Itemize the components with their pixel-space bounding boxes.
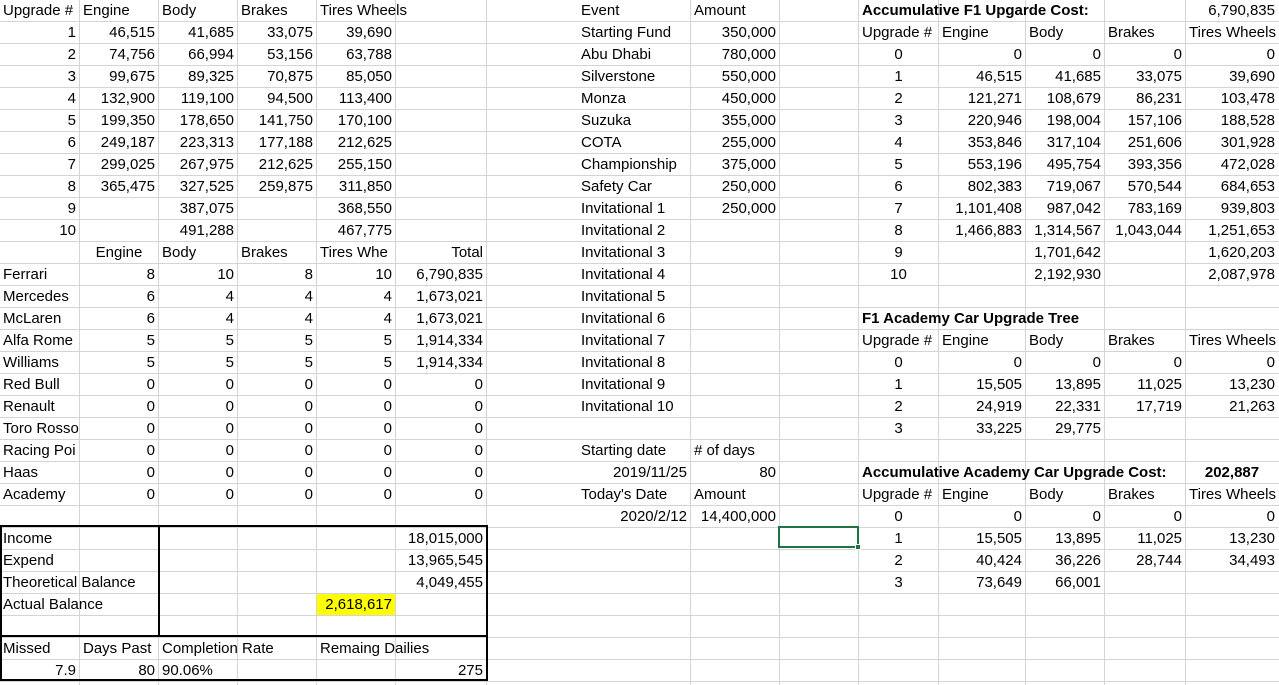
cell-r7-c16[interactable]: 472,028 (1220, 156, 1275, 173)
cell-r0-c3[interactable]: Brakes (241, 2, 288, 19)
cell-r5-c12[interactable]: 3 (894, 112, 903, 129)
cell-r0-c2[interactable]: Body (162, 2, 197, 19)
cell-r4-c9[interactable]: Monza (581, 90, 627, 107)
cell-r22-c1[interactable]: 0 (146, 486, 155, 503)
cell-r4-c15[interactable]: 86,231 (1136, 90, 1182, 107)
cell-r12-c1[interactable]: 8 (146, 266, 155, 283)
cell-r18-c15[interactable]: 17,719 (1136, 398, 1182, 415)
cell-r17-c13[interactable]: 15,505 (976, 376, 1022, 393)
cell-r22-c12[interactable]: Upgrade # (862, 486, 933, 503)
cell-r17-c15[interactable]: 11,025 (1137, 376, 1182, 393)
cell-r22-c10[interactable]: Amount (694, 486, 746, 503)
cell-r10-c4[interactable]: 467,775 (337, 222, 392, 239)
cell-r2-c14[interactable]: 0 (1092, 46, 1101, 63)
cell-r11-c9[interactable]: Invitational 3 (581, 244, 666, 261)
box-top-border (0, 525, 488, 527)
cell-r29-c4[interactable]: Remaing Dailies (320, 640, 430, 657)
cell-r16-c12[interactable]: 0 (894, 354, 903, 371)
cell-r23-c16[interactable]: 0 (1266, 508, 1275, 525)
cell-r1-c9[interactable]: Starting Fund (581, 24, 672, 41)
cell-r2-c9[interactable]: Abu Dhabi (581, 46, 652, 63)
cell-r15-c16[interactable]: Tires Wheels (1189, 332, 1276, 349)
cell-r2-c10[interactable]: 780,000 (721, 46, 776, 63)
cell-r1-c3[interactable]: 33,075 (267, 24, 313, 41)
cell-r13-c1[interactable]: 6 (146, 288, 155, 305)
cell-r5-c16[interactable]: 188,528 (1220, 112, 1275, 129)
cell-r2-c13[interactable]: 0 (1013, 46, 1022, 63)
cell-r9-c15[interactable]: 783,169 (1127, 200, 1182, 217)
cell-r19-c12[interactable]: 3 (894, 420, 903, 437)
cell-r1-c1[interactable]: 46,515 (109, 24, 155, 41)
cell-r16-c4[interactable]: 5 (383, 354, 392, 371)
cell-r0-c16[interactable]: 6,790,835 (1208, 2, 1275, 19)
cell-r15-c2[interactable]: 5 (225, 332, 234, 349)
cell-r19-c1[interactable]: 0 (146, 420, 155, 437)
gridline-horizontal (0, 681, 1279, 682)
cell-r2-c0[interactable]: 2 (67, 46, 76, 63)
gridline-horizontal (0, 593, 1279, 594)
cell-r18-c12[interactable]: 2 (894, 398, 903, 415)
cell-r3-c13[interactable]: 46,515 (976, 68, 1022, 85)
cell-r9-c14[interactable]: 987,042 (1046, 200, 1101, 217)
cell-r7-c0[interactable]: 7 (67, 156, 76, 173)
cell-r7-c15[interactable]: 393,356 (1127, 156, 1182, 173)
cell-r22-c15[interactable]: Brakes (1108, 486, 1155, 503)
cell-r10-c16[interactable]: 1,251,653 (1208, 222, 1275, 239)
cell-r18-c4[interactable]: 0 (383, 398, 392, 415)
cell-r15-c0[interactable]: Alfa Rome (3, 332, 74, 349)
cell-r22-c2[interactable]: 0 (225, 486, 234, 503)
cell-r10-c13[interactable]: 1,466,883 (955, 222, 1022, 239)
cell-r4-c0[interactable]: 4 (67, 90, 76, 107)
cell-r14-c4[interactable]: 4 (383, 310, 392, 327)
cell-r14-c1[interactable]: 6 (146, 310, 155, 327)
cell-r13-c3[interactable]: 4 (304, 288, 313, 305)
cell-r5-c14[interactable]: 198,004 (1046, 112, 1101, 129)
cell-r15-c13[interactable]: Engine (942, 332, 989, 349)
cell-r2-c2[interactable]: 66,994 (188, 46, 234, 63)
cell-r16-c2[interactable]: 5 (225, 354, 234, 371)
cell-r7-c1[interactable]: 299,025 (100, 156, 155, 173)
cell-r20-c0[interactable]: Racing Poi (3, 442, 76, 459)
cell-r25-c16[interactable]: 34,493 (1229, 552, 1275, 569)
cell-r8-c15[interactable]: 570,544 (1127, 178, 1182, 195)
cell-r6-c12[interactable]: 4 (894, 134, 903, 151)
cell-r16-c0[interactable]: Williams (3, 354, 59, 371)
cell-r8-c4[interactable]: 311,850 (338, 178, 392, 195)
cell-r2-c1[interactable]: 74,756 (109, 46, 155, 63)
cell-r20-c9[interactable]: Starting date (581, 442, 667, 459)
cell-r8-c10[interactable]: 250,000 (721, 178, 776, 195)
cell-r7-c2[interactable]: 267,975 (179, 156, 234, 173)
cell-r22-c16[interactable]: Tires Wheels (1189, 486, 1276, 503)
cell-r9-c0[interactable]: 9 (67, 200, 76, 217)
cell-r15-c3[interactable]: 5 (304, 332, 313, 349)
cell-r22-c14[interactable]: Body (1029, 486, 1064, 503)
cell-r7-c10[interactable]: 375,000 (721, 156, 776, 173)
cell-r18-c9[interactable]: Invitational 10 (581, 398, 674, 415)
cell-r18-c14[interactable]: 22,331 (1055, 398, 1101, 415)
fill-handle[interactable] (855, 544, 861, 550)
cell-r11-c16[interactable]: 1,620,203 (1208, 244, 1275, 261)
cell-r3-c1[interactable]: 99,675 (109, 68, 155, 85)
cell-r0-c9[interactable]: Event (581, 2, 620, 19)
cell-r16-c14[interactable]: 0 (1092, 354, 1101, 371)
cell-r10-c15[interactable]: 1,043,044 (1115, 222, 1182, 239)
cell-r11-c1[interactable]: Engine (95, 244, 143, 261)
cell-r21-c9[interactable]: 2019/11/25 (613, 464, 687, 481)
cell-r14-c5[interactable]: 1,673,021 (416, 310, 483, 327)
cell-r5-c9[interactable]: Suzuka (581, 112, 632, 129)
cell-r24-c0[interactable]: Income (3, 530, 53, 547)
cell-r18-c16[interactable]: 21,263 (1229, 398, 1275, 415)
cell-r14-c9[interactable]: Invitational 6 (581, 310, 666, 327)
cell-r2-c16[interactable]: 0 (1266, 46, 1275, 63)
cell-r6-c1[interactable]: 249,187 (100, 134, 155, 151)
cell-r25-c13[interactable]: 40,424 (976, 552, 1022, 569)
cell-r6-c0[interactable]: 6 (67, 134, 76, 151)
cell-r0-c0[interactable]: Upgrade # (3, 2, 74, 19)
cell-r7-c3[interactable]: 212,625 (258, 156, 313, 173)
cell-r4-c4[interactable]: 113,400 (338, 90, 392, 107)
cell-r4-c1[interactable]: 132,900 (100, 90, 155, 107)
box-inner-divider (158, 525, 160, 635)
cell-r12-c4[interactable]: 10 (375, 266, 392, 283)
cell-r5-c4[interactable]: 170,100 (337, 112, 392, 129)
cell-r9-c12[interactable]: 7 (894, 200, 903, 217)
cell-r17-c12[interactable]: 1 (894, 376, 903, 393)
gridline-vertical (779, 0, 780, 685)
cell-r24-c12[interactable]: 1 (894, 530, 903, 547)
cell-r4-c3[interactable]: 94,500 (267, 90, 313, 107)
cell-r14-c2[interactable]: 4 (225, 310, 234, 327)
cell-r4-c2[interactable]: 119,100 (180, 90, 234, 107)
cell-r16-c9[interactable]: Invitational 8 (581, 354, 666, 371)
cell-r12-c14[interactable]: 2,192,930 (1034, 266, 1101, 283)
cell-r16-c15[interactable]: 0 (1173, 354, 1182, 371)
cell-r26-c14[interactable]: 66,001 (1055, 574, 1101, 591)
cell-r3-c12[interactable]: 1 (894, 68, 903, 85)
cell-r12-c5[interactable]: 6,790,835 (416, 266, 483, 283)
cell-r19-c0[interactable]: Toro Rosso (3, 420, 79, 437)
box-right-border (486, 525, 488, 681)
cell-r22-c9[interactable]: Today's Date (581, 486, 668, 503)
cell-r22-c5[interactable]: 0 (474, 486, 483, 503)
cell-r30-c2[interactable]: 90.06% (162, 662, 213, 679)
cell-r2-c15[interactable]: 0 (1173, 46, 1182, 63)
cell-r17-c2[interactable]: 0 (225, 376, 234, 393)
cell-r6-c3[interactable]: 177,188 (258, 134, 313, 151)
cell-r17-c1[interactable]: 0 (146, 376, 155, 393)
cell-r5-c0[interactable]: 5 (67, 112, 76, 129)
gridline-horizontal (0, 615, 1279, 616)
cell-r4-c12[interactable]: 2 (894, 90, 903, 107)
cell-r25-c14[interactable]: 36,226 (1055, 552, 1101, 569)
cell-r13-c4[interactable]: 4 (383, 288, 392, 305)
cell-r11-c5[interactable]: Total (451, 244, 483, 261)
cell-r3-c2[interactable]: 89,325 (188, 68, 234, 85)
cell-r11-c4[interactable]: Tires Whe (320, 244, 388, 261)
cell-r8-c0[interactable]: 8 (67, 178, 76, 195)
cell-r10-c14[interactable]: 1,314,567 (1034, 222, 1101, 239)
cell-r23-c14[interactable]: 0 (1092, 508, 1101, 525)
cell-r10-c12[interactable]: 8 (894, 222, 903, 239)
cell-r15-c14[interactable]: Body (1029, 332, 1064, 349)
cell-r5-c3[interactable]: 141,750 (258, 112, 313, 129)
cell-r14-c12[interactable]: F1 Academy Car Upgrade Tree (862, 310, 1080, 327)
cell-r15-c5[interactable]: 1,914,334 (416, 332, 483, 349)
cell-r2-c12[interactable]: 0 (894, 46, 903, 63)
cell-r1-c14[interactable]: Body (1029, 24, 1064, 41)
cell-r0-c10[interactable]: Amount (694, 2, 746, 19)
cell-r15-c4[interactable]: 5 (383, 332, 392, 349)
cell-r13-c0[interactable]: Mercedes (3, 288, 69, 305)
cell-r21-c16[interactable]: 202,887 (1204, 464, 1260, 481)
cell-r7-c9[interactable]: Championship (581, 156, 677, 173)
cell-r6-c14[interactable]: 317,104 (1046, 134, 1101, 151)
cell-r22-c13[interactable]: Engine (942, 486, 989, 503)
cell-r23-c13[interactable]: 0 (1013, 508, 1022, 525)
cell-r18-c1[interactable]: 0 (146, 398, 155, 415)
cell-r5-c1[interactable]: 199,350 (100, 112, 155, 129)
cell-r18-c3[interactable]: 0 (304, 398, 313, 415)
cell-r12-c16[interactable]: 2,087,978 (1208, 266, 1275, 283)
cell-r6-c2[interactable]: 223,313 (179, 134, 234, 151)
cell-r17-c14[interactable]: 13,895 (1055, 376, 1101, 393)
cell-r29-c0[interactable]: Missed (3, 640, 51, 657)
cell-r21-c0[interactable]: Haas (3, 464, 39, 481)
cell-r19-c3[interactable]: 0 (304, 420, 313, 437)
cell-r25-c0[interactable]: Expend (3, 552, 54, 569)
cell-r21-c10[interactable]: 80 (759, 464, 776, 481)
box-middle-border (0, 635, 488, 637)
cell-r16-c5[interactable]: 1,914,334 (416, 354, 483, 371)
cell-r17-c5[interactable]: 0 (474, 376, 483, 393)
cell-r23-c12[interactable]: 0 (894, 508, 903, 525)
cell-r8-c16[interactable]: 684,653 (1220, 178, 1275, 195)
cell-r4-c10[interactable]: 450,000 (721, 90, 776, 107)
cell-r10-c0[interactable]: 10 (59, 222, 76, 239)
cell-r11-c3[interactable]: Brakes (241, 244, 288, 261)
cell-r14-c0[interactable]: McLaren (3, 310, 62, 327)
cell-r29-c2[interactable]: Completion Rate (162, 640, 274, 657)
cell-r24-c13[interactable]: 15,505 (976, 530, 1022, 547)
cell-r12-c9[interactable]: Invitational 4 (581, 266, 666, 283)
cell-r8-c14[interactable]: 719,067 (1046, 178, 1101, 195)
cell-r23-c15[interactable]: 0 (1173, 508, 1182, 525)
cell-r7-c12[interactable]: 5 (894, 156, 903, 173)
cell-r21-c2[interactable]: 0 (225, 464, 234, 481)
cell-r15-c9[interactable]: Invitational 7 (581, 332, 666, 349)
cell-r12-c2[interactable]: 10 (217, 266, 234, 283)
cell-r12-c0[interactable]: Ferrari (3, 266, 48, 283)
cell-r11-c12[interactable]: 9 (894, 244, 903, 261)
cell-r15-c1[interactable]: 5 (146, 332, 155, 349)
cell-r9-c9[interactable]: Invitational 1 (581, 200, 666, 217)
cell-r19-c4[interactable]: 0 (383, 420, 392, 437)
cell-r30-c1[interactable]: 80 (138, 662, 155, 679)
cell-r7-c4[interactable]: 255,150 (337, 156, 392, 173)
cell-r27-c4[interactable]: 2,618,617 (317, 594, 395, 615)
cell-r1-c15[interactable]: Brakes (1108, 24, 1155, 41)
cell-r5-c15[interactable]: 157,106 (1127, 112, 1182, 129)
cell-r10-c2[interactable]: 491,288 (179, 222, 234, 239)
cell-r19-c5[interactable]: 0 (474, 420, 483, 437)
cell-r24-c5[interactable]: 18,015,000 (407, 530, 483, 547)
cell-r20-c5[interactable]: 0 (474, 442, 483, 459)
cell-r15-c12[interactable]: Upgrade # (862, 332, 933, 349)
cell-r22-c0[interactable]: Academy (3, 486, 66, 503)
cell-r24-c15[interactable]: 11,025 (1137, 530, 1182, 547)
cell-r9-c4[interactable]: 368,550 (337, 200, 392, 217)
cell-r19-c13[interactable]: 33,225 (976, 420, 1022, 437)
cell-r17-c0[interactable]: Red Bull (3, 376, 60, 393)
cell-r10-c9[interactable]: Invitational 2 (581, 222, 666, 239)
cell-r29-c1[interactable]: Days Past (83, 640, 152, 657)
cell-r6-c10[interactable]: 255,000 (721, 134, 776, 151)
cell-r25-c15[interactable]: 28,744 (1136, 552, 1182, 569)
box-bottom-border (0, 679, 488, 681)
cell-r9-c13[interactable]: 1,101,408 (955, 200, 1022, 217)
cell-r21-c3[interactable]: 0 (304, 464, 313, 481)
cell-r12-c12[interactable]: 10 (890, 266, 907, 283)
cell-r7-c14[interactable]: 495,754 (1046, 156, 1101, 173)
cell-r4-c13[interactable]: 121,271 (967, 90, 1022, 107)
cell-r13-c9[interactable]: Invitational 5 (581, 288, 666, 305)
cell-r6-c4[interactable]: 212,625 (337, 134, 392, 151)
cell-r26-c5[interactable]: 4,049,455 (416, 574, 483, 591)
cell-r2-c3[interactable]: 53,156 (267, 46, 313, 63)
cell-r18-c13[interactable]: 24,919 (976, 398, 1022, 415)
box-left-border (0, 525, 2, 681)
cell-r1-c4[interactable]: 39,690 (346, 24, 392, 41)
cell-r1-c16[interactable]: Tires Wheels (1189, 24, 1276, 41)
cell-r26-c13[interactable]: 73,649 (976, 574, 1022, 591)
cell-r20-c2[interactable]: 0 (225, 442, 234, 459)
cell-r4-c14[interactable]: 108,679 (1046, 90, 1101, 107)
cell-r16-c1[interactable]: 5 (146, 354, 155, 371)
cell-r6-c16[interactable]: 301,928 (1220, 134, 1275, 151)
cell-r5-c10[interactable]: 355,000 (721, 112, 776, 129)
cell-r24-c16[interactable]: 13,230 (1229, 530, 1275, 547)
cell-r30-c5[interactable]: 275 (457, 662, 483, 679)
cell-r5-c2[interactable]: 178,650 (179, 112, 234, 129)
cell-r17-c3[interactable]: 0 (304, 376, 313, 393)
cell-r8-c1[interactable]: 365,475 (100, 178, 155, 195)
cell-r13-c2[interactable]: 4 (225, 288, 234, 305)
cell-r27-c0[interactable]: Actual Balance (3, 596, 104, 613)
cell-r21-c5[interactable]: 0 (474, 464, 483, 481)
cell-r0-c1[interactable]: Engine (83, 2, 130, 19)
selected-cell[interactable] (778, 526, 859, 548)
cell-r20-c3[interactable]: 0 (304, 442, 313, 459)
cell-r22-c3[interactable]: 0 (304, 486, 313, 503)
cell-r3-c4[interactable]: 85,050 (346, 68, 392, 85)
cell-r6-c15[interactable]: 251,606 (1127, 134, 1182, 151)
cell-r3-c9[interactable]: Silverstone (581, 68, 656, 85)
cell-r3-c14[interactable]: 41,685 (1055, 68, 1101, 85)
cell-r19-c14[interactable]: 29,775 (1055, 420, 1101, 437)
cell-r26-c12[interactable]: 3 (894, 574, 903, 591)
cell-r3-c3[interactable]: 70,875 (267, 68, 313, 85)
cell-r8-c9[interactable]: Safety Car (581, 178, 652, 195)
cell-r20-c4[interactable]: 0 (383, 442, 392, 459)
cell-r7-c13[interactable]: 553,196 (967, 156, 1022, 173)
cell-r4-c16[interactable]: 103,478 (1220, 90, 1275, 107)
cell-r1-c10[interactable]: 350,000 (721, 24, 776, 41)
cell-r8-c2[interactable]: 327,525 (179, 178, 234, 195)
cell-r18-c0[interactable]: Renault (3, 398, 55, 415)
cell-r3-c10[interactable]: 550,000 (721, 68, 776, 85)
cell-r21-c12[interactable]: Accumulative Academy Car Upgrade Cost: (862, 464, 1167, 481)
cell-r0-c4[interactable]: Tires Wheels (320, 2, 407, 19)
cell-r23-c10[interactable]: 14,400,000 (700, 508, 776, 525)
cell-r21-c4[interactable]: 0 (383, 464, 392, 481)
cell-r25-c5[interactable]: 13,965,545 (407, 552, 483, 569)
cell-r2-c4[interactable]: 63,788 (346, 46, 392, 63)
cell-r14-c3[interactable]: 4 (304, 310, 313, 327)
cell-r9-c16[interactable]: 939,803 (1220, 200, 1275, 217)
cell-r24-c14[interactable]: 13,895 (1055, 530, 1101, 547)
cell-r8-c13[interactable]: 802,383 (967, 178, 1022, 195)
cell-r0-c12[interactable]: Accumulative F1 Upgarde Cost: (862, 2, 1089, 19)
cell-r3-c15[interactable]: 33,075 (1136, 68, 1182, 85)
cell-r30-c0[interactable]: 7.9 (55, 662, 76, 679)
cell-r22-c4[interactable]: 0 (383, 486, 392, 503)
cell-r17-c9[interactable]: Invitational 9 (581, 376, 666, 393)
cell-r3-c16[interactable]: 39,690 (1229, 68, 1275, 85)
cell-r6-c13[interactable]: 353,846 (967, 134, 1022, 151)
cell-r23-c9[interactable]: 2020/2/12 (620, 508, 687, 525)
cell-r16-c3[interactable]: 5 (304, 354, 313, 371)
cell-r11-c14[interactable]: 1,701,642 (1034, 244, 1101, 261)
cell-r1-c0[interactable]: 1 (67, 24, 76, 41)
cell-r25-c12[interactable]: 2 (894, 552, 903, 569)
cell-r5-c13[interactable]: 220,946 (967, 112, 1022, 129)
cell-r26-c0[interactable]: Theoretical Balance (3, 574, 136, 591)
cell-r18-c2[interactable]: 0 (225, 398, 234, 415)
cell-r18-c5[interactable]: 0 (474, 398, 483, 415)
cell-r17-c4[interactable]: 0 (383, 376, 392, 393)
cell-r20-c1[interactable]: 0 (146, 442, 155, 459)
cell-r3-c0[interactable]: 3 (67, 68, 76, 85)
cell-r1-c2[interactable]: 41,685 (188, 24, 234, 41)
cell-r15-c15[interactable]: Brakes (1108, 332, 1155, 349)
cell-r9-c2[interactable]: 387,075 (179, 200, 234, 217)
cell-r16-c16[interactable]: 0 (1266, 354, 1275, 371)
cell-r20-c10[interactable]: # of days (694, 442, 755, 459)
cell-r8-c12[interactable]: 6 (894, 178, 903, 195)
cell-r8-c3[interactable]: 259,875 (258, 178, 313, 195)
cell-r11-c2[interactable]: Body (162, 244, 197, 261)
cell-r21-c1[interactable]: 0 (146, 464, 155, 481)
cell-r6-c9[interactable]: COTA (581, 134, 622, 151)
cell-r16-c13[interactable]: 0 (1013, 354, 1022, 371)
cell-r9-c10[interactable]: 250,000 (721, 200, 776, 217)
cell-r19-c2[interactable]: 0 (225, 420, 234, 437)
cell-r17-c16[interactable]: 13,230 (1229, 376, 1275, 393)
cell-r1-c13[interactable]: Engine (942, 24, 989, 41)
cell-r1-c12[interactable]: Upgrade # (862, 24, 933, 41)
cell-r13-c5[interactable]: 1,673,021 (416, 288, 483, 305)
cell-r12-c3[interactable]: 8 (304, 266, 313, 283)
